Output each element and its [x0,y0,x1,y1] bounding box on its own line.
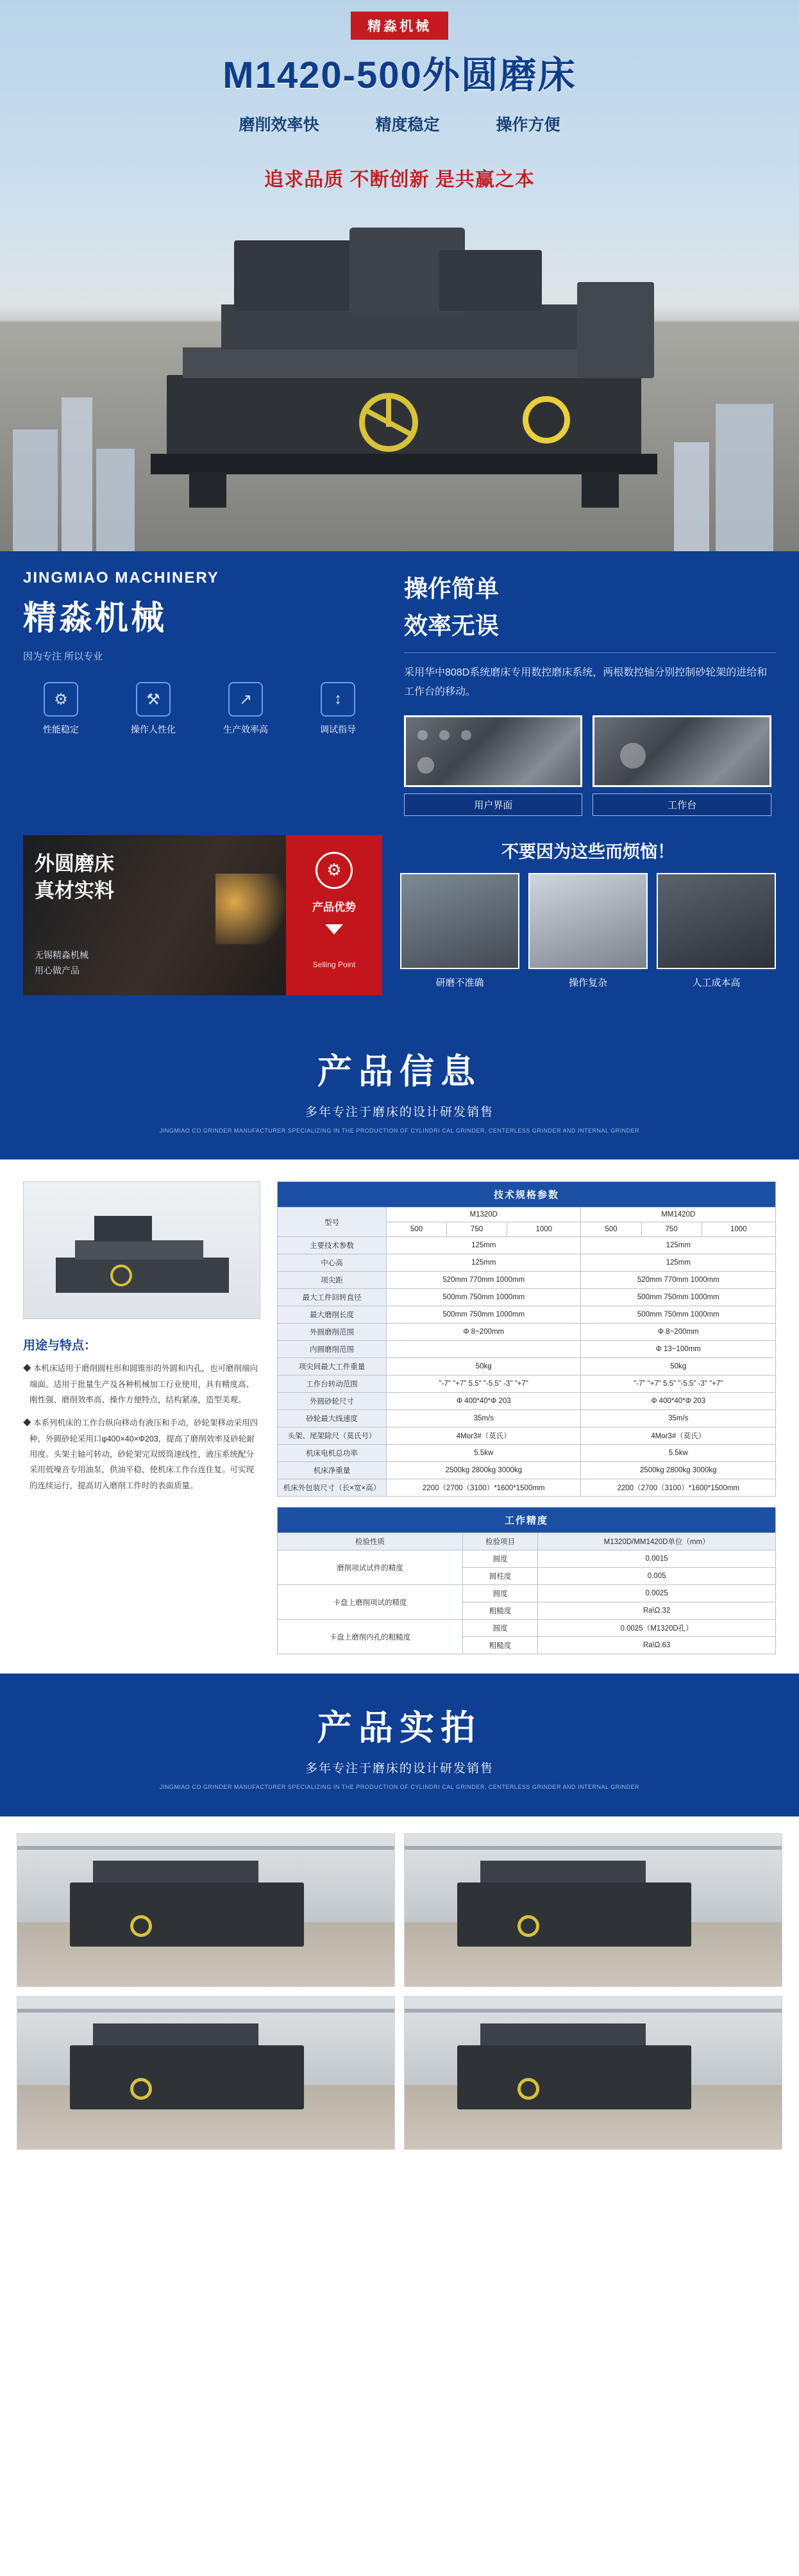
trouble-question: 不要因为这些而烦恼！ [501,842,675,861]
spec-value: "-7" "+7" 5.5" "-5.5" -3" "+7" [387,1375,581,1393]
spec-size: 750 [641,1222,702,1237]
trouble-caption: 操作复杂 [568,977,607,988]
brand-icon-label: 调试指导 [320,724,356,735]
tuning-icon: ↕ [321,682,355,717]
spec-value: 125mm [387,1237,581,1254]
accuracy-value: 0.0025 [538,1585,776,1602]
spec-model-2: MM1420D [581,1208,776,1222]
section-english-text: JINGMIAO CO GRINDER MANUFACTURER SPECIALIZING IN THE PRODUCTION OF CYLINDRI CAL GRINDER, CENTERLESS GRINDER AND INTERNAL GRINDER [159,1784,640,1791]
city-building [674,442,709,551]
spec-row-label: 最大磨削长度 [278,1306,387,1324]
spec-right-column [277,1181,776,1654]
advantage-badge-text: 产品优势 [312,901,356,913]
spec-value: 4Mor3#（莫氏） [581,1427,776,1445]
spec-value: 2500kg 2800kg 3000kg [387,1462,581,1479]
advantage-subtitle-line2: 用心做产品 [35,965,80,976]
trouble-item [657,873,776,989]
hero-subtitle: 追求品质 不断创新 是共赢之本 [264,169,535,190]
trouble-item [528,873,648,989]
section-title: 产品信息 [317,1052,482,1091]
spec-value: 520mm 770mm 1000mm [387,1272,581,1289]
spec-table-title: 技术规格参数 [278,1182,776,1208]
complex-operation-photo [528,873,648,969]
settings-icon: ⚒ [136,682,171,717]
brand-icon-item [208,682,283,736]
accuracy-item: 圆度 [462,1620,537,1637]
brand-note: 因为专注 所以专业 [23,651,103,662]
accuracy-header: M1320D/MM1420D单位（mm） [538,1533,776,1550]
spec-value: 50kg [387,1358,581,1375]
spec-value: 125mm [581,1254,776,1272]
accuracy-item: 粗糙度 [462,1637,537,1654]
advantage-title-line1: 外圆磨床 [35,852,114,875]
spec-size: 1000 [507,1222,581,1237]
hero-feature: 操作方便 [496,116,560,134]
accuracy-item: 圆度 [462,1585,537,1602]
spec-size: 500 [387,1222,447,1237]
operation-heading-1: 操作简单 [404,576,499,602]
spec-row-label: 外圆磨削范围 [278,1324,387,1341]
brand-icon-label: 生产效率高 [223,724,268,735]
spec-value: 2200（2700（3100）*1600*1500mm [581,1479,776,1497]
features-list [23,1361,260,1493]
accuracy-table-title: 工作精度 [278,1508,776,1533]
product-photo [23,1181,260,1319]
spec-row-label: 头架、尾架除尺（莫氏号） [278,1427,387,1445]
accuracy-category: 卡盘上磨削内孔的粗糙度 [278,1620,463,1654]
divider [404,652,776,653]
spec-value: 35m/s [581,1410,776,1427]
spec-row-label: 内圆磨削范围 [278,1341,387,1358]
spec-value: Φ 13~100mm [581,1341,776,1358]
real-photos-header [0,1674,799,1816]
city-building [62,397,92,551]
operation-description: 采用华中808D系统磨床专用数控磨床系统，两根数控轴分别控制砂轮架的进给和工作台的移动。 [404,667,768,698]
spec-size: 750 [447,1222,507,1237]
advantage-subtitle-line1: 无锡精淼机械 [35,950,88,961]
triangle-down-icon [325,924,343,935]
brand-chinese-name: 精淼机械 [23,600,167,637]
spec-section [0,1159,799,1674]
spec-size: 500 [581,1222,641,1237]
workshop-photo-4 [404,1996,782,2150]
operation-photo-row [404,715,776,816]
spec-value [387,1341,581,1358]
advantage-subtitle [35,948,88,979]
spec-value: 4Mor3#（莫氏） [387,1427,581,1445]
spec-model-1: M1320D [387,1208,581,1222]
operation-block [382,569,776,816]
trouble-caption: 人工成本高 [692,977,741,988]
operation-photo-caption: 用户界面 [404,794,582,816]
hero-feature-list [0,112,799,135]
feature-text: 本机床适用于磨削圆柱形和圆锥形的外圆和内孔，也可磨削端向端面。适用于批量生产及各种机械加工行业使用，具有精度高、刚性强、磨削效率高、操作方便特点，结构紧凑，造型美观。 [29,1364,258,1404]
accuracy-value: 0.005 [538,1568,776,1585]
spec-value: 5.5kw [387,1445,581,1462]
spec-row-label: 项尖间最大工件重量 [278,1358,387,1375]
advantage-title [35,851,114,904]
spec-value: 50kg [581,1358,776,1375]
brand-english-name: JINGMIAO MACHINERY [23,569,219,586]
workshop-photo-1 [17,1833,395,1987]
spec-value: 35m/s [387,1410,581,1427]
accuracy-value: Ra\Ω.32 [538,1602,776,1620]
brand-icon-item [300,682,376,736]
accuracy-item: 粗糙度 [462,1602,537,1620]
advantage-block [23,835,382,995]
photo-gallery [0,1816,799,2172]
feature-text: 本系列机床的工作台纵向移动有液压和手动，砂轮架移动采用四种，外圆砂轮采用口φ400×40×Φ203，提高了磨削效率及砂轮耐用度。头架主轴可转动，砂轮架完双级筒速线性，液压系统配分采用低噪音专用油泵，供油平稳，使机床工作台连住复。可实现的连续运行，提高切入磨削工件时的表面质量。 [29,1418,258,1490]
features-title: 用途与特点： [23,1339,97,1353]
spec-value: 2500kg 2800kg 3000kg [581,1462,776,1479]
section-subtitle: 多年专注于磨床的设计研发销售 [305,1762,494,1776]
hero-badge: 精淼机械 [351,12,448,40]
operation-photo-item [593,715,771,816]
operation-photo-item [404,715,582,816]
feature-item: ◆ 本机床适用于磨削圆柱形和圆锥形的外圆和内孔，也可磨削端向端面。适用于批量生产及各种机械加工行业使用，具有精度高、刚性强、磨削效率高、操作方便特点，结构紧凑，造型美观。 [23,1364,258,1404]
spec-value: 125mm [581,1237,776,1254]
brand-icon-item [115,682,191,736]
operation-heading-2: 效率无误 [404,613,499,639]
gear-icon: ⚙ [315,852,353,889]
spec-value: 5.5kw [581,1445,776,1462]
spec-col-label-1: 型号 [324,1218,339,1227]
feature-item: ◆ 本系列机床的工作台纵向移动有液压和手动，砂轮架移动采用四种，外圆砂轮采用口φ400×40×Φ203，提高了磨削效率及砂轮耐用度。头架主轴可转动，砂轮架完双级筒速线性，液压系统配分采用低噪音专用油泵，供油平稳，使机床工作台连住复。可实现的连续运行，提高切入磨削工件时的表面质量。 [23,1418,258,1490]
brand-operation-section [0,551,799,835]
accuracy-value: 0.0025（M1320D孔） [538,1620,776,1637]
spec-value: 500mm 750mm 1000mm [581,1306,776,1324]
accuracy-item: 圆柱度 [462,1568,537,1585]
spec-group-label: 主要技术参数 [278,1237,387,1254]
trouble-caption: 研磨不准确 [435,977,484,988]
selling-point-label: Selling Point [312,960,356,969]
accuracy-value: 0.0015 [538,1550,776,1568]
spec-size: 1000 [702,1222,775,1237]
accuracy-category: 卡盘上磨削项试的精度 [278,1585,463,1620]
city-building [13,429,58,551]
spec-row-label: 机床电机总功率 [278,1445,387,1462]
gear-icon: ⚙ [44,682,78,717]
workshop-photo-2 [404,1833,782,1987]
brand-block [23,569,382,816]
accuracy-value: Ra\Ω.63 [538,1637,776,1654]
spec-value: 500mm 750mm 1000mm [581,1289,776,1306]
spec-value: 2200（2700（3100）*1600*1500mm [387,1479,581,1497]
accuracy-header: 检验性质 [278,1533,463,1550]
city-building [716,404,773,551]
advantage-trouble-section [0,835,799,1017]
machine-illustration [49,1216,235,1293]
accuracy-category: 磨削项试试件的精度 [278,1550,463,1585]
labor-cost-photo [657,873,776,969]
spec-row-label: 机床外包装尺寸（长×宽×高） [278,1479,387,1497]
grinding-inaccurate-photo [400,873,519,969]
spec-value: Φ 8~200mm [581,1324,776,1341]
section-english-text: JINGMIAO CO GRINDER MANUFACTURER SPECIALIZING IN THE PRODUCTION OF CYLINDRI CAL GRINDER, CENTERLESS GRINDER AND INTERNAL GRINDER [159,1127,640,1134]
accuracy-item: 圆度 [462,1550,537,1568]
brand-icon-label: 性能稳定 [43,724,79,735]
trouble-block [400,835,776,995]
spec-row-label: 中心高 [278,1254,387,1272]
advantage-badge [286,835,382,995]
spec-row-label: 外圆砂轮尺寸 [278,1393,387,1410]
hero-banner [0,0,799,551]
worktable-photo [593,715,771,787]
advantage-title-line2: 真材实料 [35,879,114,902]
spec-row-label: 项尖距 [278,1272,387,1289]
operation-photo-caption: 工作台 [593,794,771,816]
spec-value: Φ 400*40*Φ 203 [581,1393,776,1410]
accuracy-table [277,1507,776,1654]
city-building [96,449,135,551]
chart-up-icon: ↗ [228,682,263,717]
spec-value: "-7" "+7" 5.5" "-5.5" -3" "+7" [581,1375,776,1393]
brand-icon-item [23,682,99,736]
trouble-item [400,873,519,989]
hero-feature: 精度稳定 [375,116,440,134]
spec-table [277,1181,776,1497]
spec-value: Φ 8~200mm [387,1324,581,1341]
spec-row-label: 工作台转动范围 [278,1375,387,1393]
spec-value: Φ 400*40*Φ 203 [387,1393,581,1410]
spec-row-label: 砂轮最大线速度 [278,1410,387,1427]
spec-row-label: 机床净重量 [278,1462,387,1479]
product-info-header [0,1017,799,1159]
section-subtitle: 多年专注于磨床的设计研发销售 [305,1105,494,1119]
hero-title: M1420-500外圆磨床 [223,54,576,96]
hero-machine-illustration [138,205,670,474]
control-panel-photo [404,715,582,787]
spec-value: 520mm 770mm 1000mm [581,1272,776,1289]
brand-icon-list [23,682,382,736]
spec-left-column [23,1181,260,1654]
workshop-photo-3 [17,1996,395,2150]
hero-feature: 磨削效率快 [239,116,319,134]
spec-value: 125mm [387,1254,581,1272]
trouble-photo-row [400,873,776,989]
spec-value: 500mm 750mm 1000mm [387,1289,581,1306]
accuracy-header: 检验项目 [462,1533,537,1550]
spec-row-label: 最大工件回转直径 [278,1289,387,1306]
spec-value: 500mm 750mm 1000mm [387,1306,581,1324]
brand-icon-label: 操作人性化 [131,724,176,735]
section-title: 产品实拍 [317,1709,482,1748]
